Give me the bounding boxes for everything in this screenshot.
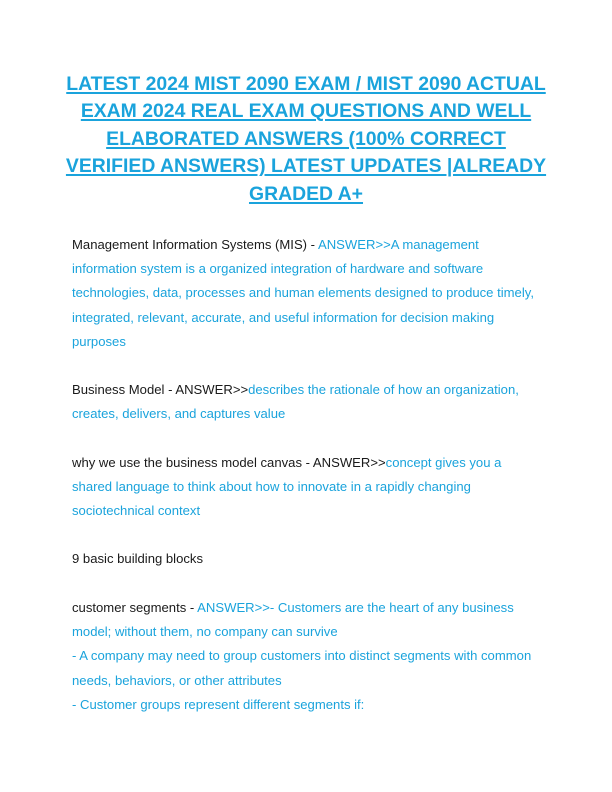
term: Business Model - ANSWER>>	[72, 382, 249, 397]
answer-line: - A company may need to group customers into distinct segments with common needs, behaviors, or other attributes	[72, 648, 532, 688]
qa-entry-business-model-canvas	[72, 451, 542, 524]
term: Management Information Systems (MIS) -	[72, 237, 318, 252]
qa-entry-building-blocks	[72, 547, 542, 571]
answer-line: - Customer groups represent different segments if:	[72, 696, 365, 712]
term: 9 basic building blocks	[72, 551, 204, 566]
term: why we use the business model canvas - ANSWER>>	[72, 455, 386, 470]
answer: ANSWER>>A management information system is a organized integration of hardware and software technologies, data, processes and human elements designed to produce timely, integrated, relevant, accurate, and useful information for decision making purposes	[72, 237, 534, 349]
answer: concept gives you a shared language to think about how to innovate in a rapidly changing sociotechnical context	[72, 455, 502, 519]
answer: ANSWER>>- Customers are the heart of any business model; without them, no company can survive	[72, 600, 514, 640]
document-title: LATEST 2024 MIST 2090 EXAM / MIST 2090 ACTUAL EXAM 2024 REAL EXAM QUESTIONS AND WELL ELABORATED ANSWERS (100% CORRECT VERIFIED ANSWERS) LATEST UPDATES |ALREADY GRADED A+	[65, 73, 547, 205]
qa-entry-mis	[72, 233, 542, 354]
qa-entry-customer-segments	[72, 596, 542, 717]
qa-entry-business-model	[72, 378, 542, 426]
answer: describes the rationale of how an organization, creates, delivers, and captures value	[72, 382, 519, 422]
term: customer segments -	[72, 600, 198, 615]
